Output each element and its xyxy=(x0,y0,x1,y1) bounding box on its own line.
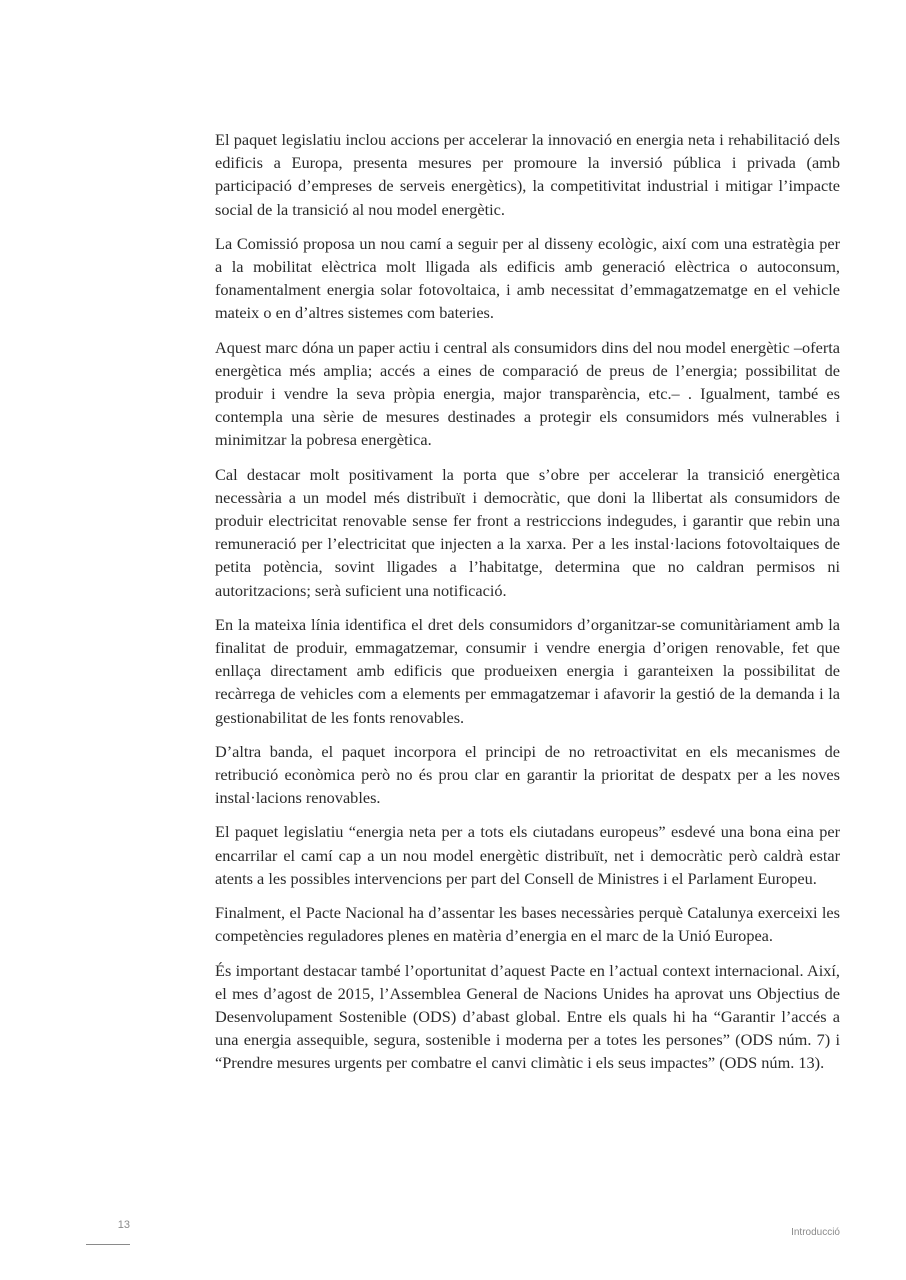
body-text xyxy=(215,128,840,1086)
page-number: 13 xyxy=(117,1219,130,1231)
paragraph-sdg-context: És important destacar també l’oportunitat d’aquest Pacte en l’actual context internacional. Així, el mes d’agost de 2015, l’Assemblea General de Nacions Unides ha aprovat uns Objectius de Desenvolupament Sostenible (ODS) d’abast global. Entre els quals hi ha “Garantir l’accés a una energia assequible, segura, sostenible i moderna per a totes les persones” (ODS núm. 7) i “Prendre mesures urgents per combatre el canvi climàtic i els seus impactes” (ODS núm. 13). xyxy=(215,960,840,1073)
paragraph-legislative-package: El paquet legislatiu inclou accions per accelerar la innovació en energia neta i rehabilitació dels edificis a Europa, presenta mesures per promoure la inversió pública i privada (amb participació d’empreses de serveis energètics), la competitivitat industrial i mitigar l’impacte social de la transició al nou model energètic. xyxy=(215,130,840,219)
paragraph-consumer-role: Aquest marc dóna un paper actiu i central als consumidors dins del nou model energètic –oferta energètica més amplia; accés a eines de comparació de preus de l’energia; possibilitat de produir i vendre la seva pròpia energia, major transparència, etc.– . Igualment, també es contempla una sèrie de mesures destinades a protegir els consumidors més vulnerables i minimitzar la pobresa energètica. xyxy=(215,337,840,450)
page-number-rule xyxy=(86,1244,130,1245)
paragraph-non-retroactivity: D’altra banda, el paquet incorpora el principi de no retroactivitat en els mecanismes de retribució econòmica però no és prou clar en garantir la prioritat de despatx per a les noves instal·lacions renovables. xyxy=(215,741,840,808)
paragraph-community-rights: En la mateixa línia identifica el dret dels consumidors d’organitzar-se comunitàriament amb la finalitat de produir, emmagatzemar, consumir i vendre energia d’origen renovable, fet que enllaça directament amb edificis que produeixen energia i garanteixen la possibilitat de recàrrega de vehicles com a elements per emmagatzemar i afavorir la gestió de la demanda i la gestionabilitat de les fonts renovables. xyxy=(215,614,840,727)
paragraph-national-pact: Finalment, el Pacte Nacional ha d’assentar les bases necessàries perquè Catalunya exerceixi les competències reguladores plenes en matèria d’energia en el marc de la Unió Europea. xyxy=(215,903,840,946)
running-footer-section: Introducció xyxy=(791,1227,840,1238)
paragraph-clean-energy-package: El paquet legislatiu “energia neta per a tots els ciutadans europeus” esdevé una bona eina per encarrilar el camí cap a un nou model energètic distribuït, net i democràtic però caldrà estar atents a les possibles intervencions per part del Consell de Ministres i el Parlament Europeu. xyxy=(215,822,840,888)
paragraph-commission-proposal: La Comissió proposa un nou camí a seguir per al disseny ecològic, així com una estratègia per a la mobilitat elèctrica molt lligada als edificis amb generació elèctrica o autoconsum, fonamentalment energia solar fotovoltaica, i amb necessitat d’emmagatzematge en el vehicle mateix o en d’altres sistemes com bateries. xyxy=(215,233,840,323)
paragraph-energy-transition: Cal destacar molt positivament la porta que s’obre per accelerar la transició energètica necessària a un model més distribuït i democràtic, que doni la llibertat als consumidors de produir electricitat renovable sense fer front a restriccions indegudes, i garantir que rebin una remuneració per l’electricitat que injecten a la xarxa. Per a les instal·lacions fotovoltaiques de petita potència, sovint lligades a l’habitatge, determina que no caldran permisos ni autoritzacions; serà suficient una notificació. xyxy=(215,464,840,600)
